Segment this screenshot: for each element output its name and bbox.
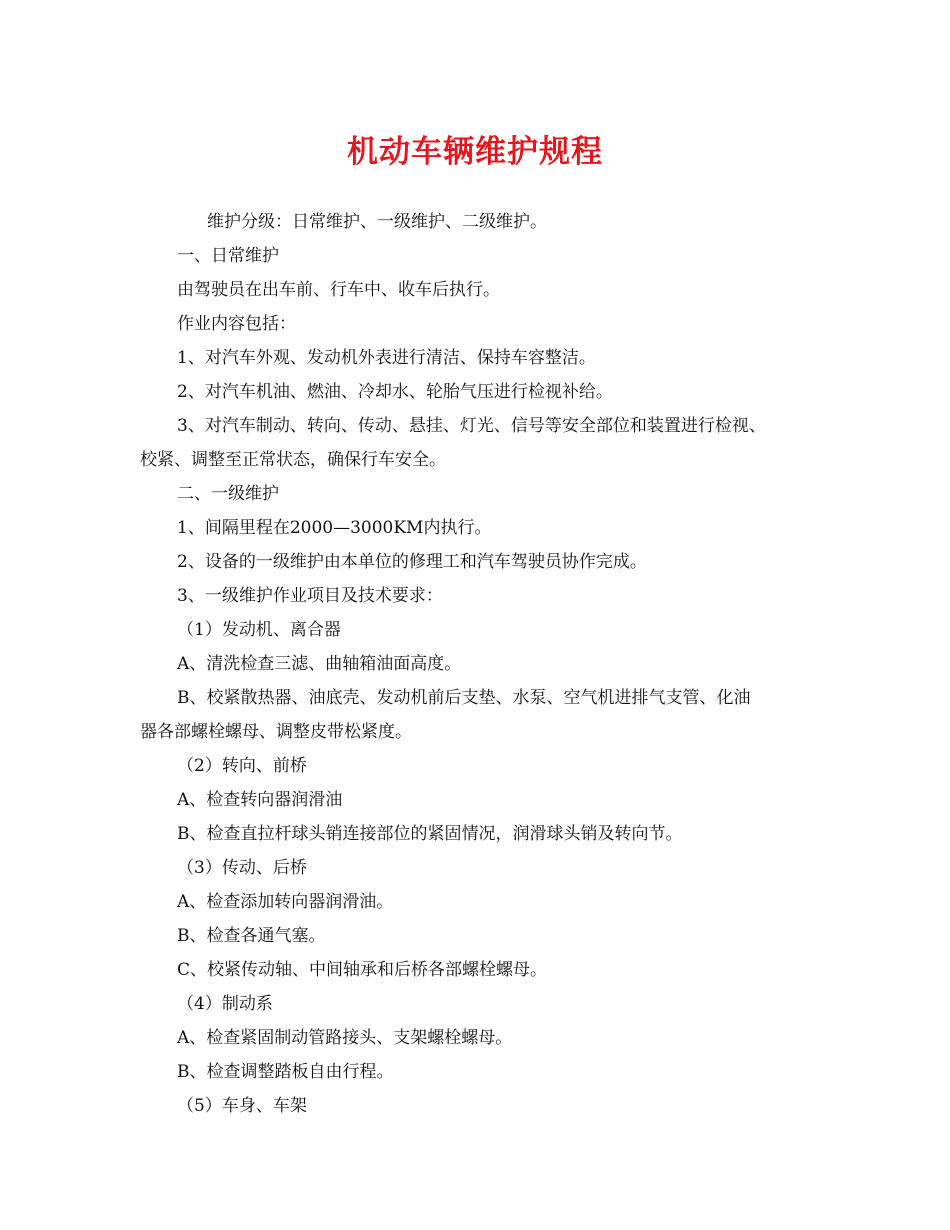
- subsection-heading: （2）转向、前桥: [177, 756, 307, 776]
- list-item-continuation: 校紧、调整至正常状态，确保行车安全。: [140, 450, 446, 470]
- list-item: 3、一级维护作业项目及技术要求：: [177, 586, 443, 606]
- list-item: B、检查直拉杆球头销连接部位的紧固情况，润滑球头销及转向节。: [177, 824, 683, 844]
- list-item: C、校紧传动轴、中间轴承和后桥各部螺栓螺母。: [177, 960, 548, 980]
- section-heading: 一、日常维护: [177, 246, 279, 266]
- subsection-heading: （3）传动、后桥: [177, 858, 307, 878]
- paragraph-line: 作业内容包括：: [177, 314, 296, 334]
- list-item: 1、对汽车外观、发动机外表进行清洁、保持车容整洁。: [177, 348, 596, 368]
- list-item: B、检查各通气塞。: [177, 926, 326, 946]
- list-item: 1、间隔里程在2000—3000KM内执行。: [177, 518, 492, 538]
- list-item: A、检查添加转向器润滑油。: [177, 892, 394, 912]
- paragraph-line: 由驾驶员在出车前、行车中、收车后执行。: [177, 280, 500, 300]
- list-item-continuation: 器各部螺栓螺母、调整皮带松紧度。: [140, 722, 412, 742]
- list-item: A、检查转向器润滑油: [177, 790, 343, 810]
- list-item: A、清洗检查三滤、曲轴箱油面高度。: [177, 654, 462, 674]
- document-body: [140, 205, 830, 1123]
- list-item: A、检查紧固制动管路接头、支架螺栓螺母。: [177, 1028, 513, 1048]
- list-item: 2、设备的一级维护由本单位的修理工和汽车驾驶员协作完成。: [177, 552, 647, 572]
- list-item: B、校紧散热器、油底壳、发动机前后支垫、水泵、空气机进排气支管、化油: [177, 688, 751, 708]
- list-item: B、检查调整踏板自由行程。: [177, 1062, 394, 1082]
- section-heading: 二、一级维护: [177, 484, 279, 504]
- subsection-heading: （5）车身、车架: [177, 1096, 307, 1116]
- list-item: 2、对汽车机油、燃油、冷却水、轮胎气压进行检视补给。: [177, 382, 613, 402]
- subsection-heading: （4）制动系: [177, 994, 273, 1014]
- subsection-heading: （1）发动机、离合器: [177, 620, 341, 640]
- document-title: 机动车辆维护规程: [347, 134, 603, 170]
- list-item: 3、对汽车制动、转向、传动、悬挂、灯光、信号等安全部位和装置进行检视、: [177, 416, 766, 436]
- paragraph-line: 维护分级：日常维护、一级维护、二级维护。: [207, 212, 547, 232]
